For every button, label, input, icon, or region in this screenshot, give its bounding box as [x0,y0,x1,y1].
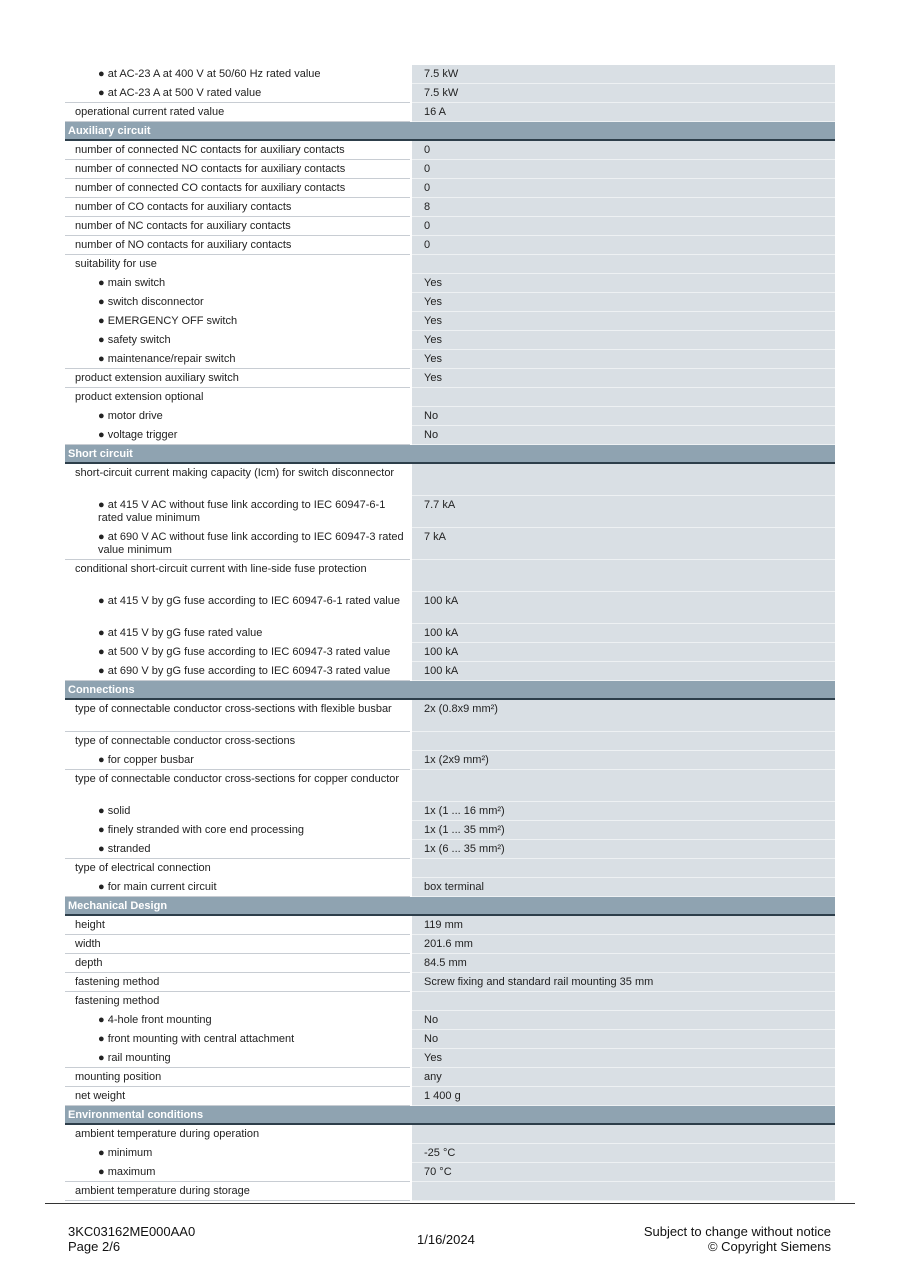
table-row [65,1144,835,1163]
table-row [65,528,835,560]
table-row [65,426,835,445]
row-value: 0 [412,236,835,255]
row-label: type of connectable conductor cross-sections for copper conductor [65,770,410,802]
table-row [65,274,835,293]
table-row [65,1068,835,1087]
section-header: Mechanical Design [65,897,835,916]
row-value: 1x (2x9 mm²) [412,751,835,770]
table-row [65,255,835,274]
page-number: Page 2/6 [68,1239,121,1254]
row-label: number of connected CO contacts for auxiliary contacts [65,179,410,198]
table-row [65,643,835,662]
row-label: ● stranded [65,840,410,859]
row-value: 16 A [412,103,835,122]
table-row [65,732,835,751]
table-row [65,592,835,624]
row-label: ambient temperature during operation [65,1125,410,1144]
row-label: ● at 415 V AC without fuse link according to IEC 60947-6-1 rated value minimum [65,496,410,528]
section-header: Auxiliary circuit [65,122,835,141]
row-value: -25 °C [412,1144,835,1163]
row-value: 201.6 mm [412,935,835,954]
row-value: 1x (1 ... 16 mm²) [412,802,835,821]
row-value [412,770,835,802]
row-value: No [412,426,835,445]
table-row [65,312,835,331]
row-label: ● at 690 V by gG fuse according to IEC 60947-3 rated value [65,662,410,681]
row-label: number of NO contacts for auxiliary contacts [65,236,410,255]
table-row [65,1182,835,1201]
row-value: 100 kA [412,624,835,643]
row-label: ● voltage trigger [65,426,410,445]
row-value: 70 °C [412,1163,835,1182]
row-label: ambient temperature during storage [65,1182,410,1201]
row-value: 1x (1 ... 35 mm²) [412,821,835,840]
copyright: © Copyright Siemens [707,1239,831,1254]
row-value: 100 kA [412,662,835,681]
row-value: No [412,1030,835,1049]
row-label: ● rail mounting [65,1049,410,1068]
row-label: ● front mounting with central attachment [65,1030,410,1049]
section-header: Connections [65,681,835,700]
article-number: 3KC03162ME000AA0 [68,1224,196,1239]
table-row [65,954,835,973]
row-value: 7.5 kW [412,84,835,103]
section-header: Short circuit [65,445,835,464]
row-label: ● at 500 V by gG fuse according to IEC 60947-3 rated value [65,643,410,662]
footer-divider [45,1203,855,1204]
row-label: ● minimum [65,1144,410,1163]
table-row [65,662,835,681]
row-value [412,464,835,496]
row-value: 7 kA [412,528,835,560]
row-label: ● safety switch [65,331,410,350]
row-value: 2x (0.8x9 mm²) [412,700,835,732]
row-value: 100 kA [412,592,835,624]
row-label: ● finely stranded with core end processing [65,821,410,840]
row-value: 8 [412,198,835,217]
row-value [412,1125,835,1144]
table-row [65,770,835,802]
row-label: ● main switch [65,274,410,293]
row-value: Yes [412,331,835,350]
table-row [65,802,835,821]
row-label: ● at 415 V by gG fuse according to IEC 60947-6-1 rated value [65,592,410,624]
row-value: box terminal [412,878,835,897]
table-row [65,236,835,255]
datasheet-table [65,65,835,1201]
table-row [65,1125,835,1144]
row-value: 7.7 kA [412,496,835,528]
row-label: type of connectable conductor cross-sections [65,732,410,751]
table-row [65,198,835,217]
row-label: fastening method [65,992,410,1011]
row-label: depth [65,954,410,973]
table-row [65,859,835,878]
table-row [65,350,835,369]
row-label: ● EMERGENCY OFF switch [65,312,410,331]
row-value: 84.5 mm [412,954,835,973]
row-label: product extension optional [65,388,410,407]
row-label: ● maximum [65,1163,410,1182]
table-row [65,217,835,236]
row-label: number of CO contacts for auxiliary contacts [65,198,410,217]
table-row [65,821,835,840]
row-value: Yes [412,274,835,293]
row-label: ● 4-hole front mounting [65,1011,410,1030]
row-value [412,732,835,751]
footer-date: 1/16/2024 [417,1232,475,1247]
table-row [65,560,835,592]
row-label: ● for copper busbar [65,751,410,770]
row-label: ● at 415 V by gG fuse rated value [65,624,410,643]
row-label: conditional short-circuit current with line-side fuse protection [65,560,410,592]
table-row [65,179,835,198]
row-label: height [65,916,410,935]
change-notice: Subject to change without notice [643,1224,831,1239]
table-row [65,369,835,388]
row-value: 0 [412,141,835,160]
row-label: fastening method [65,973,410,992]
table-row [65,1087,835,1106]
row-value: Screw fixing and standard rail mounting 35 mm [412,973,835,992]
row-value: No [412,407,835,426]
row-value: Yes [412,369,835,388]
footer-right [644,1224,831,1254]
row-value [412,255,835,274]
row-value [412,992,835,1011]
table-row [65,331,835,350]
table-row [65,160,835,179]
table-row [65,916,835,935]
table-row [65,84,835,103]
row-value: 0 [412,160,835,179]
table-row [65,973,835,992]
row-value [412,1182,835,1201]
row-value: 1 400 g [412,1087,835,1106]
table-row [65,700,835,732]
section-header: Environmental conditions [65,1106,835,1125]
row-label: ● switch disconnector [65,293,410,312]
table-row [65,840,835,859]
row-value: 100 kA [412,643,835,662]
row-label: mounting position [65,1068,410,1087]
row-label: net weight [65,1087,410,1106]
row-label: number of connected NO contacts for auxiliary contacts [65,160,410,179]
table-row [65,1030,835,1049]
row-label: ● at AC-23 A at 500 V rated value [65,84,410,103]
table-row [65,1163,835,1182]
row-label: suitability for use [65,255,410,274]
row-value: Yes [412,1049,835,1068]
row-label: type of electrical connection [65,859,410,878]
table-row [65,407,835,426]
row-label: width [65,935,410,954]
row-value: Yes [412,293,835,312]
table-row [65,388,835,407]
row-value [412,388,835,407]
row-label: type of connectable conductor cross-sections with flexible busbar [65,700,410,732]
row-value [412,560,835,592]
row-value: any [412,1068,835,1087]
footer-left [68,1224,195,1254]
row-label: operational current rated value [65,103,410,122]
table-row [65,464,835,496]
table-row [65,496,835,528]
row-value: 1x (6 ... 35 mm²) [412,840,835,859]
row-label: ● motor drive [65,407,410,426]
row-value: 0 [412,217,835,236]
row-value: No [412,1011,835,1030]
row-value: Yes [412,350,835,369]
table-row [65,141,835,160]
table-row [65,1049,835,1068]
row-label: short-circuit current making capacity (Icm) for switch disconnector [65,464,410,496]
table-row [65,293,835,312]
row-label: product extension auxiliary switch [65,369,410,388]
table-row [65,992,835,1011]
row-value [412,859,835,878]
table-row [65,1011,835,1030]
row-value: Yes [412,312,835,331]
table-row [65,751,835,770]
table-row [65,935,835,954]
table-row [65,624,835,643]
row-value: 7.5 kW [412,65,835,84]
table-row [65,878,835,897]
row-label: ● maintenance/repair switch [65,350,410,369]
row-value: 119 mm [412,916,835,935]
row-label: number of NC contacts for auxiliary contacts [65,217,410,236]
row-label: ● solid [65,802,410,821]
table-row [65,65,835,84]
row-label: ● at 690 V AC without fuse link according to IEC 60947-3 rated value minimum [65,528,410,560]
row-value: 0 [412,179,835,198]
row-label: ● for main current circuit [65,878,410,897]
table-row [65,103,835,122]
row-label: ● at AC-23 A at 400 V at 50/60 Hz rated value [65,65,410,84]
row-label: number of connected NC contacts for auxiliary contacts [65,141,410,160]
